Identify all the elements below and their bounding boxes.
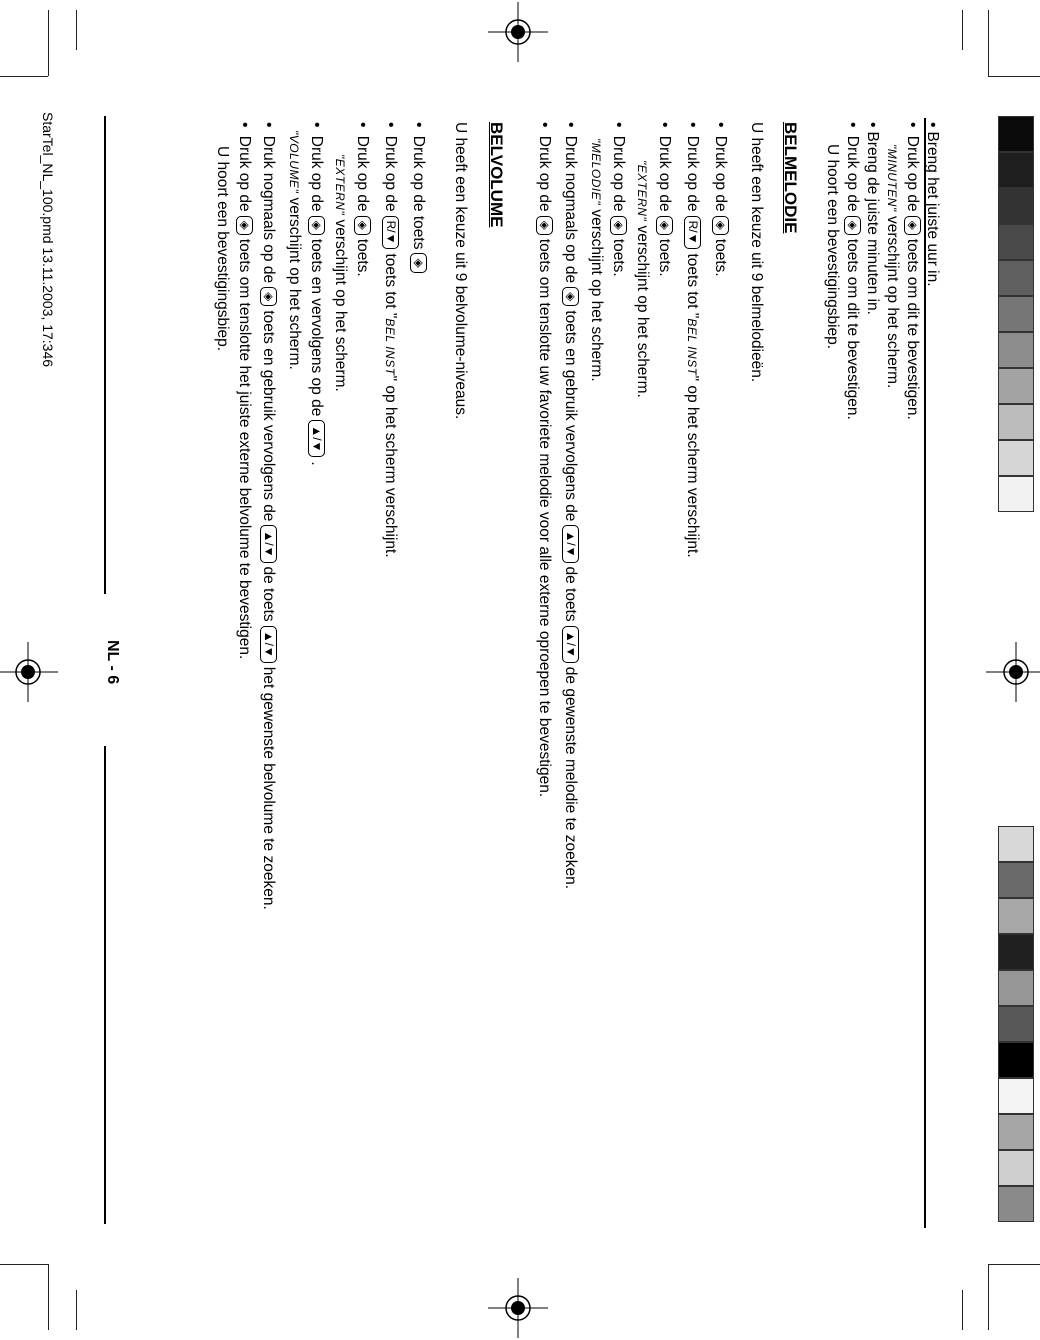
instruction-line: • Druk op de◈toets en vervolgens op de▲/▼. [306,122,326,466]
file-footer: StarTel_NL_100.pmd 13.11.2003, 17:346 [40,112,56,368]
ok-key-icon: ◈ [354,216,371,235]
section-intro: U heeft een keuze uit 9 belvolume-niveaus. [452,122,469,420]
instruction-line: • Druk op de◈toets om dit te bevestigen. [902,122,922,420]
color-bar-swatch [998,296,1034,332]
color-bar-swatch [998,476,1034,512]
instruction-line: • Druk nogmaals op de◈toets en gebruik vervolgens de▲/▼de toets▲/▼de gewenste melodie te zoeken. [560,122,580,889]
ok-key-icon: ◈ [904,216,921,235]
volume-key-icon: ▲/▼ [260,525,277,562]
instruction-line: "EXTERN" verschijnt op het scherm. [332,154,349,392]
color-bar-swatch [998,404,1034,440]
instruction-line: • Breng het juiste uur in. [922,122,942,287]
color-bar-swatch [998,1078,1034,1114]
instruction-line: • Druk op de◈toets. [654,122,674,277]
crop-mark [988,76,1040,77]
crop-mark [988,1264,1040,1265]
instruction-line: • Druk op de◈toets om dit te bevestigen. [842,122,862,420]
ok-key-icon: ◈ [308,216,325,235]
volume-key-icon: ▲/▼ [260,626,277,663]
color-bar-swatch [998,224,1034,260]
instruction-line: "MINUTEN" verschijnt op het scherm. [884,144,901,389]
ok-key-icon: ◈ [656,216,673,235]
instruction-line: U hoort een bevestigingsbiep. [824,144,841,350]
color-bar-swatch [998,1114,1034,1150]
color-bar-swatch [998,260,1034,296]
r-down-key-icon: R/▼ [684,216,701,250]
color-bar-swatch [998,332,1034,368]
color-bar-swatch [998,116,1034,152]
registration-crosshair-icon [986,642,1040,702]
color-bar-swatch [998,440,1034,476]
instruction-line: • Druk op de◈toets. [608,122,628,277]
instruction-line: "EXTERN" verschijnt op het scherm. [634,160,651,398]
instruction-line: • Breng de juiste minuten in. [862,122,882,315]
page-number: NL - 6 [104,640,121,685]
color-bar-swatch [998,188,1034,224]
instruction-line: • Druk op de◈toets om tenslotte uw favoriete melodie voor alle externe oproepen te bevestigen. [534,122,554,797]
instruction-line: • Druk op de◈toets. [710,122,730,277]
instruction-line: • Druk op de◈toets om tenslotte het juiste externe belvolume te bevestigen. [234,122,254,659]
page-content [14,100,954,1280]
instruction-line: U hoort een bevestigingsbiep. [214,146,231,352]
color-bar-swatch [998,970,1034,1006]
section-heading-belvolume: BELVOLUME [487,122,506,228]
color-bar-swatch [998,152,1034,188]
color-bar-swatch [998,898,1034,934]
color-bar-swatch [998,934,1034,970]
color-bar-swatch [998,1186,1034,1222]
section-intro: U heeft een keuze uit 9 belmelodieën. [748,122,765,383]
instruction-line: • Druk op de toets◈ [408,122,428,277]
ok-key-icon: ◈ [562,287,579,306]
registration-crosshair-icon [488,1278,548,1338]
color-bar-swatch [998,368,1034,404]
ok-key-icon: ◈ [536,216,553,235]
instruction-line: • Druk op deR/▼toets tot "BEL INST" op het scherm verschijnt. [380,122,400,558]
crop-mark [962,10,963,50]
color-bar-swatch [998,1042,1034,1078]
instruction-line: • Druk op deR/▼toets tot "BEL INST" op het scherm verschijnt. [682,122,702,558]
ok-key-icon: ◈ [610,216,627,235]
color-bar-swatch [998,862,1034,898]
volume-key-icon: ▲/▼ [308,420,325,457]
crop-mark [0,76,48,77]
color-bar-swatch [998,1150,1034,1186]
instruction-line: • Druk nogmaals op de◈toets en gebruik vervolgens de▲/▼de toets▲/▼het gewenste belvolume te zoeken. [258,122,278,910]
registration-crosshair-icon [488,2,548,62]
color-bar-swatch [998,826,1034,862]
instruction-line: "VOLUME" verschijnt op het scherm. [286,130,303,370]
ok-key-icon: ◈ [410,253,427,272]
crop-mark [76,1290,77,1330]
r-down-key-icon: R/▼ [382,216,399,250]
color-bar-swatch [998,1006,1034,1042]
crop-mark [988,10,989,76]
crop-mark [48,10,49,76]
volume-key-icon: ▲/▼ [562,626,579,663]
instruction-line: "MELODIE" verschijnt op het scherm. [588,138,605,382]
ok-key-icon: ◈ [236,216,253,235]
volume-key-icon: ▲/▼ [562,525,579,562]
instruction-line: • Druk op de◈toets. [352,122,372,277]
ok-key-icon: ◈ [844,216,861,235]
crop-mark [988,1264,989,1330]
crop-mark [962,1290,963,1330]
ok-key-icon: ◈ [712,216,729,235]
ok-key-icon: ◈ [260,287,277,306]
crop-mark [76,10,77,50]
section-heading-belmelodie: BELMELODIE [781,122,800,234]
